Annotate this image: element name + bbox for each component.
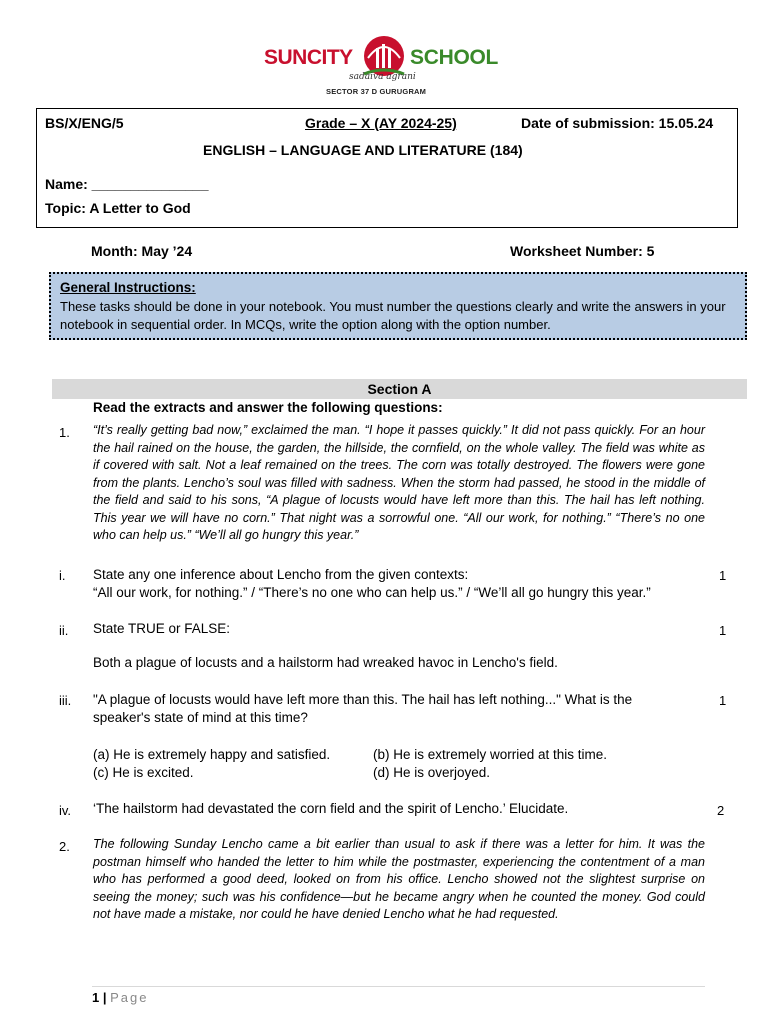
header-box xyxy=(36,108,738,228)
question-text: State any one inference about Lencho from the given contexts: xyxy=(93,567,469,582)
footer-divider xyxy=(92,986,705,987)
topic-label: Topic: A Letter to God xyxy=(45,200,191,216)
submission-date: Date of submission: 15.05.24 xyxy=(521,115,714,131)
subquestion-number: i. xyxy=(59,568,66,583)
subject-title: ENGLISH – LANGUAGE AND LITERATURE (184) xyxy=(203,142,523,158)
instructions-title: General Instructions: xyxy=(60,280,196,295)
option-a: (a) He is extremely happy and satisfied. xyxy=(93,747,331,762)
worksheet-code: BS/X/ENG/5 xyxy=(45,115,124,131)
grade-label: Grade – X (AY 2024-25) xyxy=(305,115,457,131)
instructions-text: These tasks should be done in your notebook. You must number the questions clearly and write the answers in your notebook in sequential order. In MCQs, write the option along with the option number. xyxy=(60,299,726,332)
general-instructions-box xyxy=(49,272,747,340)
page-footer xyxy=(92,990,149,1005)
section-instruction: Read the extracts and answer the following questions: xyxy=(93,400,443,415)
option-c: (c) He is excited. xyxy=(93,765,194,780)
footer-separator: | xyxy=(102,990,107,1005)
option-d: (d) He is overjoyed. xyxy=(373,765,491,780)
extract-passage: The following Sunday Lencho came a bit earlier than usual to ask if there was a letter for him. It was the postman himself who handed the letter to him while the postmaster, experiencing the contentment of a man who has performed a good deed, looked on from his office. Lencho showed not the slightest surprise on seeing the money; such was his confidence—but he became angry when he counted the money. God could not have made a mistake, nor could he have denied Lencho what he had requested. xyxy=(93,837,705,921)
question-number: 2. xyxy=(59,839,70,854)
marks-label: 1 xyxy=(719,693,727,708)
school-address: SECTOR 37 D GURUGRAM xyxy=(326,87,427,96)
logo-tagline: sadaiva agrani xyxy=(349,72,416,82)
question-text: State TRUE or FALSE: xyxy=(93,621,231,636)
statement-text: Both a plague of locusts and a hailstorm had wreaked havoc in Lencho's field. xyxy=(93,655,558,670)
marks-label: 1 xyxy=(719,623,727,638)
option-b: (b) He is extremely worried at this time. xyxy=(373,747,608,762)
page-number: 1 xyxy=(92,990,100,1005)
question-text: ‘The hailstorm had devastated the corn field and the spirit of Lencho.’ Elucidate. xyxy=(93,801,569,816)
page-label: Page xyxy=(110,990,149,1005)
logo-suncity-text: SUNCITY xyxy=(264,46,353,69)
section-title: Section A xyxy=(367,381,432,397)
subquestion-number: iii. xyxy=(59,693,72,708)
subquestion-number: ii. xyxy=(59,623,69,638)
extract-passage: “It’s really getting bad now,” exclaimed the man. “I hope it passes quickly.” It did not pass quickly. For an hour the hail rained on the house, the garden, the hillside, the cornfield, on the whole valley. The field was white as if covered with salt. Not a leaf remained on the trees. The corn was totally destroyed. The flowers were gone from the plants. Lencho’s soul was filled with sadness. When the storm had passed, he stood in the middle of the field and said to his sons, “A plague of locusts would have left more than this. The hail has left nothing. This year we will have no corn.” That night was a sorrowful one. “All our work, for nothing.” “There’s no one who can help us.” “We’ll all go hungry this year.” xyxy=(93,423,705,542)
question-number: 1. xyxy=(59,425,70,440)
month-label: Month: May ’24 xyxy=(91,243,193,259)
worksheet-number: Worksheet Number: 5 xyxy=(510,243,655,259)
school-logo-emblem-icon xyxy=(358,26,410,78)
section-a-header xyxy=(52,379,747,399)
question-text: “All our work, for nothing.” / “There’s no one who can help us.” / “We’ll all go hungry this year.” xyxy=(93,585,651,600)
question-text: "A plague of locusts would have left more than this. The hail has left nothing..." What is the speaker's state of mind at this time? xyxy=(93,692,633,725)
logo-school-text: SCHOOL xyxy=(410,46,499,69)
name-field: Name: _______________ xyxy=(45,176,209,192)
marks-label: 2 xyxy=(717,803,725,818)
marks-label: 1 xyxy=(719,568,727,583)
subquestion-number: iv. xyxy=(59,803,72,818)
